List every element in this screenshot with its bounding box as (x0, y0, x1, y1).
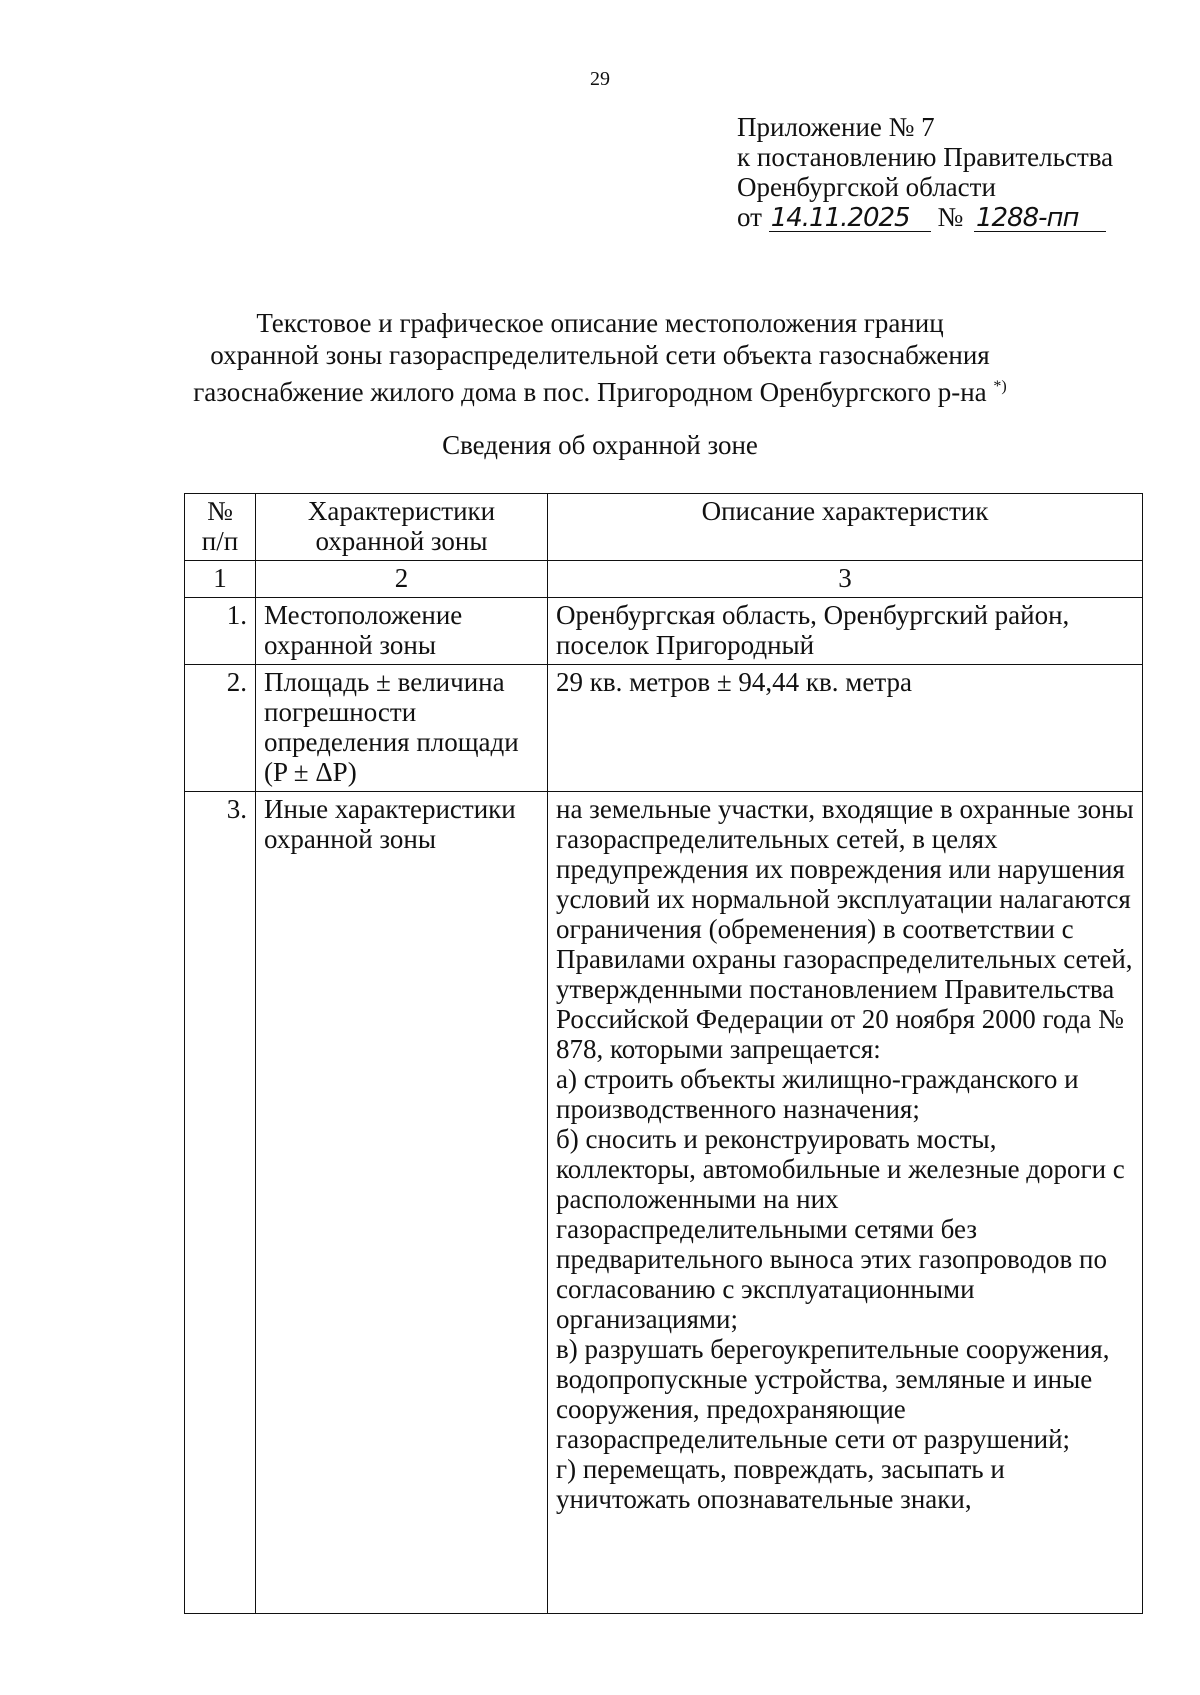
restriction-item-v: в) разрушать берегоукрепительные сооружения, водопропускные устройства, земляные и иные сооружения, предохраняющие газораспределительные сети от разрушений; (556, 1334, 1110, 1454)
row-characteristic: Местоположение охранной зоны (256, 598, 548, 665)
table-row (185, 598, 1143, 665)
page-number: 29 (590, 68, 610, 90)
row-number: 2. (185, 665, 256, 792)
title-line-3-text: газоснабжение жилого дома в пос. Пригородном Оренбургского р-на (193, 377, 987, 407)
table-row (185, 665, 1143, 792)
header-description: Описание характеристик (548, 494, 1143, 561)
row-description: Оренбургская область, Оренбургский район, поселок Пригородный (548, 598, 1143, 665)
restriction-item-g: г) перемещать, повреждать, засыпать и уничтожать опознавательные знаки, (556, 1454, 1005, 1514)
appendix-line-2: к постановлению Правительства (737, 142, 1114, 172)
appendix-line-3: Оренбургской области (737, 172, 996, 202)
title-line-1: Текстовое и графическое описание местоположения границ (256, 308, 944, 338)
document-title (150, 307, 1050, 408)
title-line-3 (150, 371, 1050, 408)
number-label: № (937, 202, 964, 232)
zone-info-table (184, 493, 1143, 1614)
header-characteristic: Характеристики охранной зоны (256, 494, 548, 561)
row-characteristic: Иные характеристики охранной зоны (256, 792, 548, 1614)
column-number-1: 1 (185, 561, 256, 598)
header-number: № п/п (185, 494, 256, 561)
row-number: 1. (185, 598, 256, 665)
column-number-3: 3 (548, 561, 1143, 598)
column-number-row (185, 561, 1143, 598)
appendix-line-1: Приложение № 7 (737, 112, 935, 142)
column-number-2: 2 (256, 561, 548, 598)
from-label: от (737, 202, 762, 232)
table-header-row (185, 494, 1143, 561)
title-line-2: охранной зоны газораспределительной сети объекта газоснабжения (210, 340, 990, 370)
restriction-item-b: б) сносить и реконструировать мосты, коллекторы, автомобильные и железные дороги с расположенными на них газораспределительными сетями без предварительного выноса этих газопроводов по согласованию с эксплуатационными организациями; (556, 1124, 1125, 1334)
restriction-item-a: а) строить объекты жилищно-гражданского и производственного назначения; (556, 1064, 1079, 1124)
row-description (548, 792, 1143, 1614)
row-description: 29 кв. метров ± 94,44 кв. метра (548, 665, 1143, 792)
handwritten-date: 14.11.2025 (769, 205, 931, 232)
row-characteristic: Площадь ± величина погрешности определения площади (P ± ΔP) (256, 665, 548, 792)
footnote-mark: *) (993, 378, 1007, 395)
appendix-date-line (737, 202, 1157, 232)
handwritten-number: 1288-пп (974, 205, 1106, 232)
appendix-block (737, 112, 1157, 232)
restrictions-intro: на земельные участки, входящие в охранные зоны газораспределительных сетей, в целях предупреждения их повреждения или нарушения условий их нормальной эксплуатации налагаются ограничения (обременения) в соответствии с Правилами охраны газораспределительных сетей, утвержденными постановлением Правительства Российской Федерации от 20 ноября 2000 года № 878, которыми запрещается: (556, 794, 1134, 1064)
table-row (185, 792, 1143, 1614)
row-number: 3. (185, 792, 256, 1614)
section-subtitle: Сведения об охранной зоне (442, 430, 758, 460)
